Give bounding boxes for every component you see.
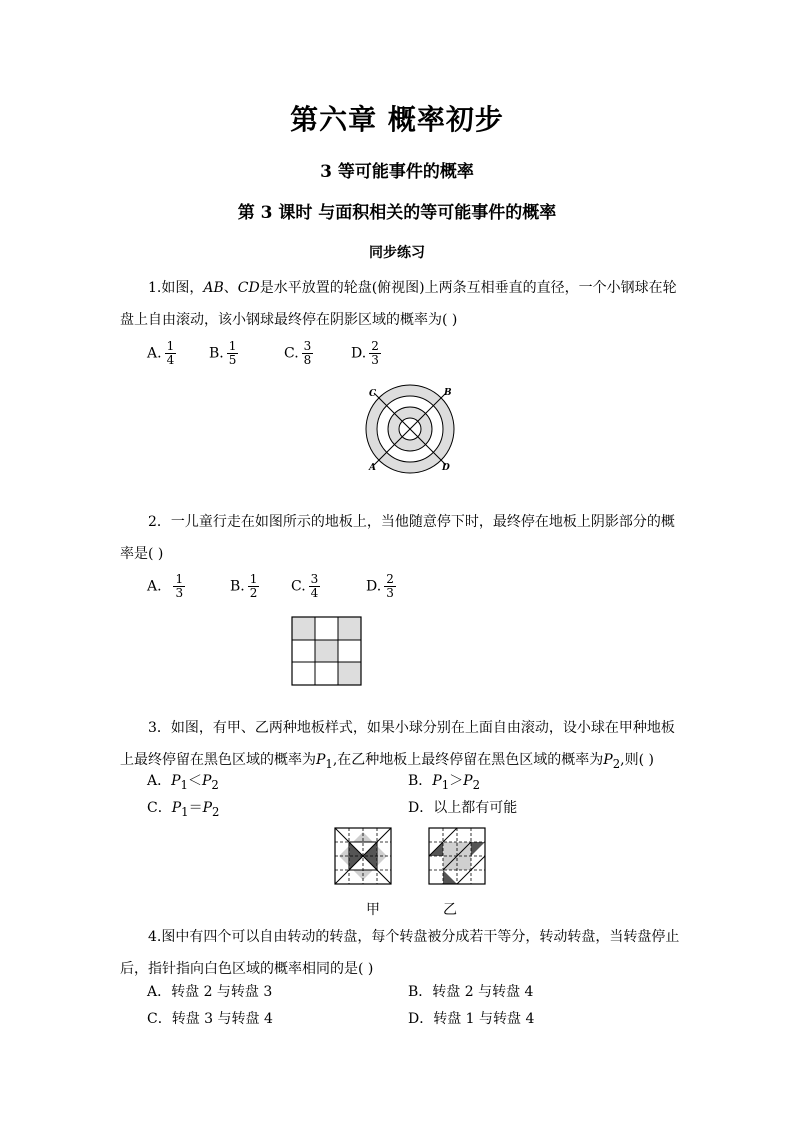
grid-cell-shaded-3: [315, 640, 338, 662]
grid-cell-shaded-1: [292, 617, 315, 640]
q2-option-a[interactable]: A. $\frac{1}{3}$: [147, 572, 184, 600]
practice-heading: 同步练习: [369, 245, 425, 261]
q4-option-c[interactable]: C．转盘 3 与转盘 4: [147, 1011, 273, 1027]
figure-wheel: [360, 384, 460, 476]
figure-floor-grid: [290, 615, 364, 687]
figure-floor-yi: [427, 826, 489, 888]
q3-option-b[interactable]: B．$P_1>P_2$: [408, 773, 480, 792]
q4-option-a[interactable]: A．转盘 2 与转盘 3: [147, 984, 273, 1000]
q1-option-b[interactable]: B. $\frac{1}{5}$: [209, 339, 237, 367]
q2-option-b[interactable]: B. $\frac{1}{2}$: [230, 572, 258, 600]
yi-dark-triangle-2: [471, 842, 485, 856]
label-a: A: [369, 463, 376, 473]
q1-option-c[interactable]: C. $\frac{3}{8}$: [284, 339, 312, 367]
yi-dark-triangle-3: [443, 870, 457, 884]
grid-cell-shaded-4: [338, 662, 361, 685]
label-d: D: [442, 463, 450, 473]
grid-cell-shaded-2: [338, 617, 361, 640]
question-4-text: 4.图中有四个可以自由转动的转盘，每个转盘被分成若干等分，转动转盘，当转盘停止后，指针指向白色区域的概率相同的是( ): [120, 929, 680, 977]
q3-option-c[interactable]: C．$P_1=P_2$: [147, 800, 220, 819]
figure-floor-jia: [333, 826, 395, 888]
label-jia: 甲: [366, 902, 380, 918]
q3-option-d[interactable]: D．以上都有可能: [408, 800, 518, 816]
lesson-title: 第 3 课时 与面积相关的等可能事件的概率: [237, 203, 557, 223]
q1-option-a[interactable]: A. $\frac{1}{4}$: [147, 339, 175, 367]
label-yi: 乙: [443, 902, 457, 918]
section-title: 3 等可能事件的概率: [320, 162, 474, 182]
q3-option-a[interactable]: A．$P_1<P_2$: [147, 773, 219, 792]
q2-option-c[interactable]: C. $\frac{3}{4}$: [291, 572, 319, 600]
question-3-text: 3．如图，有甲、乙两种地板样式，如果小球分别在上面自由滚动，设小球在甲种地板上最终停留在黑色区域的概率为$P_1$,在乙种地板上最终停留在黑色区域的概率为$P_2$,则( ): [120, 720, 675, 771]
chapter-title: 第六章 概率初步: [290, 103, 504, 136]
label-b: B: [444, 388, 452, 398]
question-2-text: 2．一儿童行走在如图所示的地板上，当他随意停下时，最终停在地板上阴影部分的概率是( ): [120, 514, 675, 562]
q4-option-d[interactable]: D．转盘 1 与转盘 4: [408, 1011, 535, 1027]
q1-option-d[interactable]: D. $\frac{2}{3}$: [351, 339, 379, 367]
q2-option-d[interactable]: D. $\frac{2}{3}$: [366, 572, 394, 600]
q4-option-b[interactable]: B．转盘 2 与转盘 4: [408, 984, 534, 1000]
label-c: C: [369, 389, 377, 399]
question-1-text: 1.如图，AB、CD是水平放置的轮盘(俯视图)上两条互相垂直的直径，一个小钢球在轮盘上自由滚动，该小钢球最终停在阴影区域的概率为( ): [120, 280, 677, 328]
